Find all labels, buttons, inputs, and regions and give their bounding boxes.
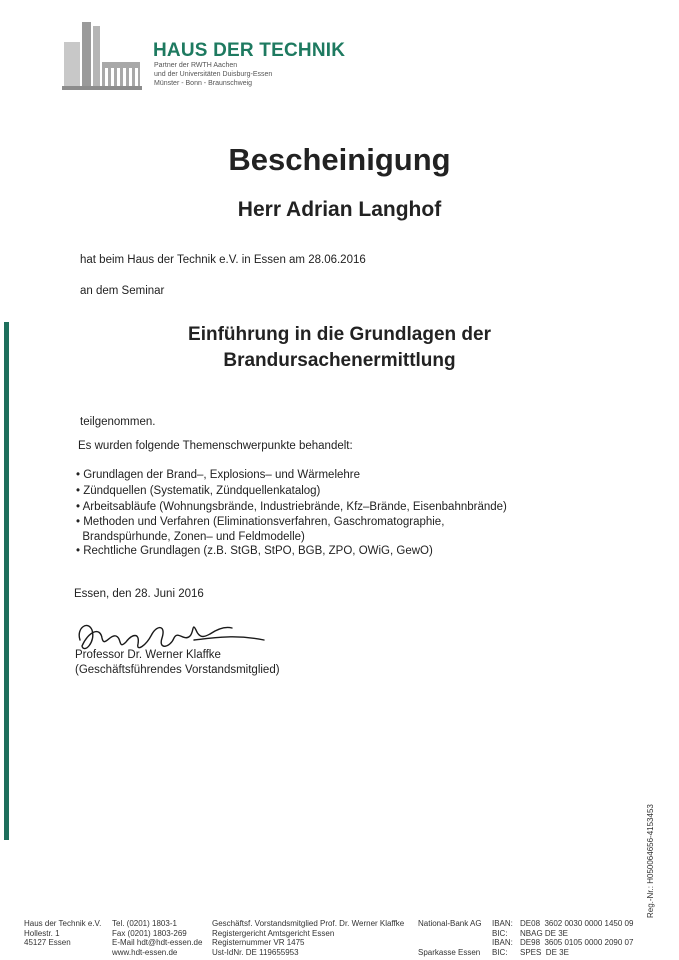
topic-item-continuation: Brandspürhunde, Zonen– und Feldmodelle) [76,531,305,543]
footer-bank-labels: IBAN: BIC: IBAN: BIC: [492,919,513,957]
topics-intro: Es wurden folgende Themenschwerpunkte behandelt: [78,440,353,452]
signatory-role: (Geschäftsführendes Vorstandsmitglied) [75,664,280,676]
place-date: Essen, den 28. Juni 2016 [74,588,204,600]
registration-number: Reg.-Nr.: H050064656-4153453 [646,804,655,918]
recipient-name: Herr Adrian Langhof [237,198,442,221]
footer-contact: Tel. (0201) 1803-1 Fax (0201) 1803-269 E-Mail hdt@hdt-essen.de www.hdt-essen.de [112,919,203,957]
footer-banks: National-Bank AG Sparkasse Essen [418,919,482,957]
tagline-line-1: Partner der RWTH Aachen [154,62,238,69]
seminar-title-line-1: Einführung in die Grundlagen der [188,324,491,345]
seminar-label: an dem Seminar [80,285,165,297]
topic-item: • Zündquellen (Systematik, Zündquellenkatalog) [76,485,321,497]
tagline-line-3: Münster - Bonn - Braunschweig [154,80,253,87]
topic-item: • Grundlagen der Brand–, Explosions– und Wärmelehre [76,469,361,481]
signatory-name: Professor Dr. Werner Klaffke [75,649,221,661]
topic-item: • Methoden und Verfahren (Eliminationsverfahren, Gaschromatographie, [76,516,445,528]
participated-text: teilgenommen. [80,416,156,428]
document-title: Bescheinigung [228,142,451,177]
footer-registry: Geschäftsf. Vorstandsmitglied Prof. Dr. Werner Klaffke Registergericht Amtsgericht Essen Registernummer VR 1475 Ust-IdNr. DE 119655953 [212,919,405,957]
seminar-title-line-2: Brandursachenermittlung [223,350,456,371]
tagline-line-2: und der Universitäten Duisburg-Essen [154,71,273,78]
side-accent-bar [4,322,9,840]
org-name: HAUS DER TECHNIK [153,40,346,61]
footer-address: Haus der Technik e.V. Hollestr. 1 45127 Essen [24,919,102,947]
topic-item: • Arbeitsabläufe (Wohnungsbrände, Industriebrände, Kfz–Brände, Eisenbahnbrände) [76,501,507,513]
topic-item: • Rechtliche Grundlagen (z.B. StGB, StPO, BGB, ZPO, OWiG, GewO) [76,545,433,557]
intro-line: hat beim Haus der Technik e.V. in Essen am 28.06.2016 [80,254,366,266]
footer-bank-details: DE08 3602 0030 0000 1450 09 NBAG DE 3E DE98 3605 0105 0000 2090 07 SPES DE 3E [520,919,634,957]
building-logo-icon [62,22,142,92]
